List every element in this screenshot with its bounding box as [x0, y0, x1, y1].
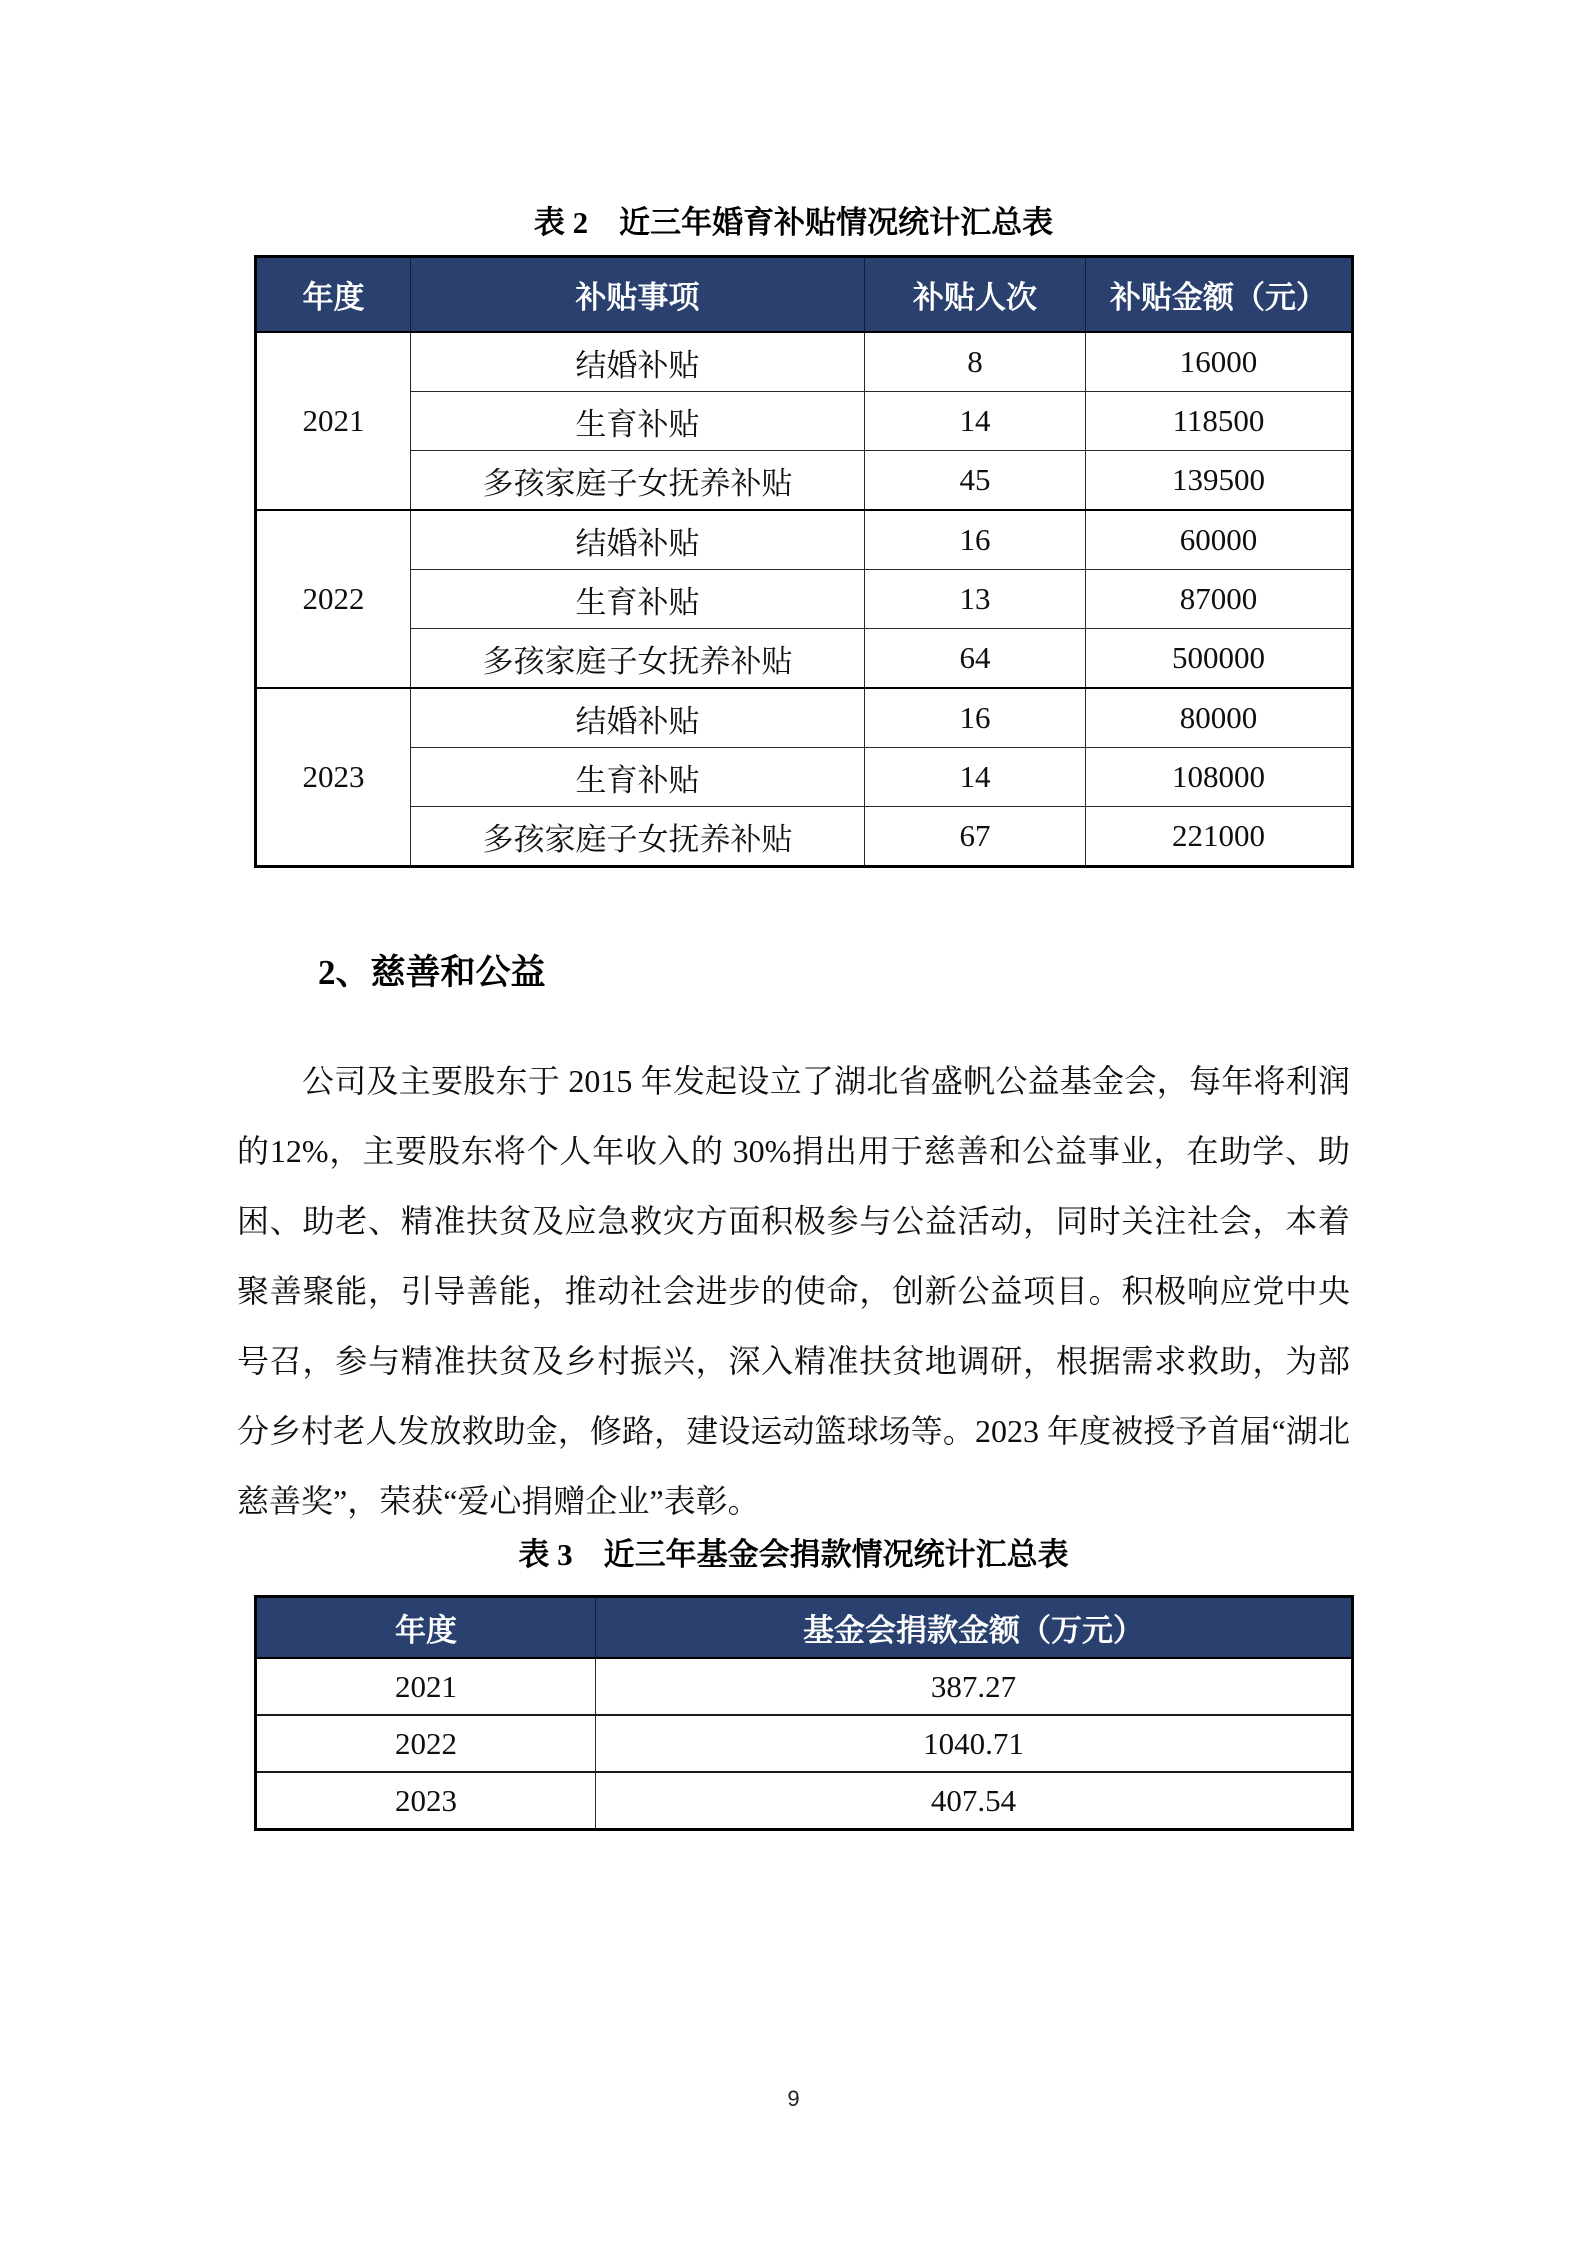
marriage-subsidy-table	[254, 255, 1354, 868]
item-cell: 多孩家庭子女抚养补贴	[411, 807, 865, 867]
table3-caption: 表 3 近三年基金会捐款情况统计汇总表	[518, 1537, 1069, 1572]
count-cell: 14	[865, 392, 1086, 451]
header-cell-count: 补贴人次	[865, 257, 1086, 333]
item-cell: 多孩家庭子女抚养补贴	[411, 629, 865, 689]
table-row	[256, 1658, 1353, 1715]
amount-cell: 118500	[1086, 392, 1353, 451]
year-cell: 2022	[256, 1715, 596, 1772]
amount-cell: 108000	[1086, 748, 1353, 807]
foundation-donation-table	[254, 1595, 1354, 1831]
table2-header-row	[256, 257, 1353, 333]
item-cell: 结婚补贴	[411, 688, 865, 748]
count-cell: 13	[865, 570, 1086, 629]
table-row	[256, 570, 1353, 629]
table-row	[256, 807, 1353, 867]
count-cell: 8	[865, 332, 1086, 392]
item-cell: 生育补贴	[411, 392, 865, 451]
amount-cell: 500000	[1086, 629, 1353, 689]
table-row	[256, 629, 1353, 689]
count-cell: 16	[865, 510, 1086, 570]
amount-cell: 407.54	[596, 1772, 1353, 1830]
table-row	[256, 332, 1353, 392]
header-cell-amount: 补贴金额（元）	[1086, 257, 1353, 333]
table-row	[256, 688, 1353, 748]
amount-cell: 1040.71	[596, 1715, 1353, 1772]
amount-cell: 387.27	[596, 1658, 1353, 1715]
count-cell: 67	[865, 807, 1086, 867]
header-cell-year: 年度	[256, 257, 411, 333]
table-row	[256, 1715, 1353, 1772]
item-cell: 生育补贴	[411, 570, 865, 629]
amount-cell: 221000	[1086, 807, 1353, 867]
count-cell: 16	[865, 688, 1086, 748]
foundation-donation-table-wrapper	[254, 1595, 1351, 1831]
table-row	[256, 510, 1353, 570]
table-row	[256, 392, 1353, 451]
year-cell: 2021	[256, 1658, 596, 1715]
amount-cell: 87000	[1086, 570, 1353, 629]
page-number: 9	[787, 2086, 800, 2111]
count-cell: 45	[865, 451, 1086, 511]
year-cell: 2022	[256, 510, 411, 688]
item-cell: 结婚补贴	[411, 510, 865, 570]
table-row	[256, 451, 1353, 511]
amount-cell: 139500	[1086, 451, 1353, 511]
year-cell: 2023	[256, 1772, 596, 1830]
section-heading: 2、慈善和公益	[318, 953, 546, 992]
table-row	[256, 748, 1353, 807]
year-cell: 2021	[256, 332, 411, 510]
amount-cell: 16000	[1086, 332, 1353, 392]
table-row	[256, 1772, 1353, 1830]
item-cell: 结婚补贴	[411, 332, 865, 392]
table2-caption: 表 2 近三年婚育补贴情况统计汇总表	[533, 205, 1054, 240]
count-cell: 14	[865, 748, 1086, 807]
item-cell: 生育补贴	[411, 748, 865, 807]
header-cell-item: 补贴事项	[411, 257, 865, 333]
marriage-subsidy-table-wrapper	[254, 255, 1351, 868]
header-cell-donation: 基金会捐款金额（万元）	[596, 1597, 1353, 1659]
body-paragraph: 公司及主要股东于 2015 年发起设立了湖北省盛帆公益基金会，每年将利润的12%，主要股东将个人年收入的 30%捐出用于慈善和公益事业，在助学、助困、助老、精准扶贫及应急救灾方面积极参与公益活动，同时关注社会，本着聚善聚能，引导善能，推动社会进步的使命，创新公益项目。积极响应党中央号召，参与精准扶贫及乡村振兴，深入精准扶贫地调研，根据需求救助，为部分乡村老人发放救助金，修路，建设运动篮球场等。2023 年度被授予首届“湖北慈善奖”，荣获“爱心捐赠企业”表彰。	[237, 1063, 1350, 1519]
item-cell: 多孩家庭子女抚养补贴	[411, 451, 865, 511]
header-cell-year: 年度	[256, 1597, 596, 1659]
year-cell: 2023	[256, 688, 411, 867]
amount-cell: 60000	[1086, 510, 1353, 570]
table3-header-row	[256, 1597, 1353, 1659]
count-cell: 64	[865, 629, 1086, 689]
amount-cell: 80000	[1086, 688, 1353, 748]
